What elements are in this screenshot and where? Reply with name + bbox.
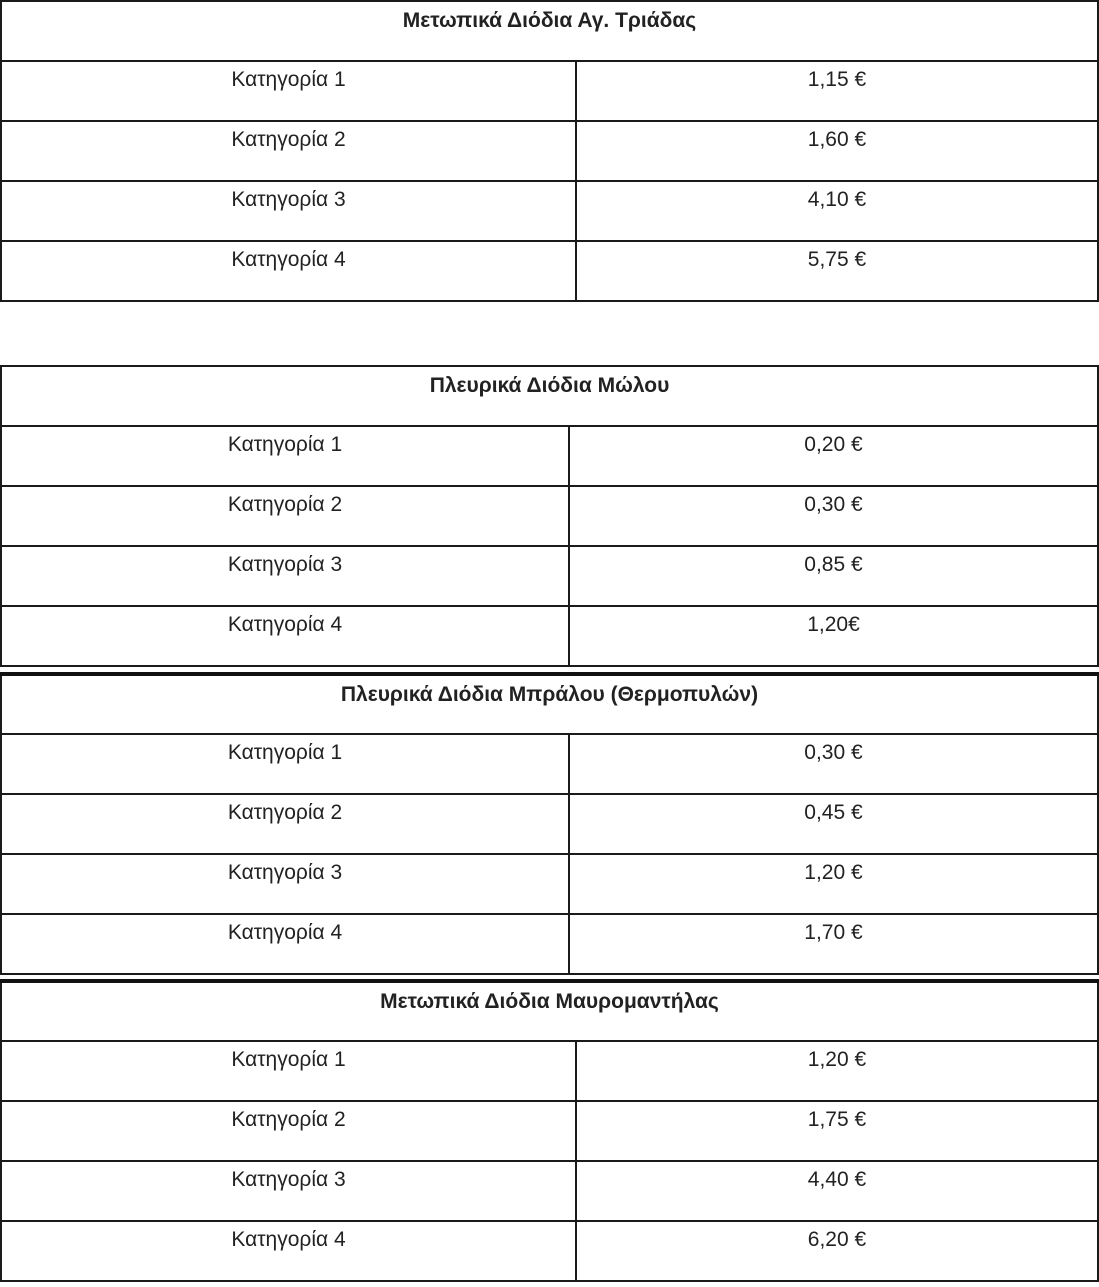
category-cell: Κατηγορία 4 — [1, 241, 576, 301]
toll-table-molos — [0, 365, 1099, 667]
category-cell: Κατηγορία 1 — [1, 61, 576, 121]
category-cell: Κατηγορία 3 — [1, 181, 576, 241]
table-row — [1, 1101, 1098, 1161]
table-title: Πλευρικά Διόδια Μπράλου (Θερμοπυλών) — [1, 674, 1098, 734]
price-cell: 1,15 € — [576, 61, 1098, 121]
price-cell: 1,75 € — [576, 1101, 1098, 1161]
table-row — [1, 181, 1098, 241]
table-row — [1, 606, 1098, 666]
table-row — [1, 241, 1098, 301]
category-cell: Κατηγορία 3 — [1, 546, 569, 606]
table-row — [1, 486, 1098, 546]
table-row — [1, 1041, 1098, 1101]
category-cell: Κατηγορία 4 — [1, 1221, 576, 1281]
category-cell: Κατηγορία 2 — [1, 1101, 576, 1161]
toll-table-bralos — [0, 672, 1099, 975]
price-cell: 0,85 € — [569, 546, 1098, 606]
category-cell: Κατηγορία 1 — [1, 1041, 576, 1101]
table-title: Μετωπικά Διόδια Μαυρομαντήλας — [1, 981, 1098, 1041]
category-cell: Κατηγορία 2 — [1, 794, 569, 854]
table-row — [1, 914, 1098, 974]
category-cell: Κατηγορία 3 — [1, 854, 569, 914]
price-cell: 1,60 € — [576, 121, 1098, 181]
price-cell: 1,20 € — [569, 854, 1098, 914]
category-cell: Κατηγορία 1 — [1, 426, 569, 486]
price-cell: 6,20 € — [576, 1221, 1098, 1281]
price-cell: 4,40 € — [576, 1161, 1098, 1221]
table-row — [1, 61, 1098, 121]
category-cell: Κατηγορία 2 — [1, 486, 569, 546]
price-cell: 1,20 € — [576, 1041, 1098, 1101]
price-cell: 0,45 € — [569, 794, 1098, 854]
table-row — [1, 794, 1098, 854]
table-header-row — [1, 981, 1098, 1041]
category-cell: Κατηγορία 3 — [1, 1161, 576, 1221]
price-cell: 1,70 € — [569, 914, 1098, 974]
price-cell: 0,20 € — [569, 426, 1098, 486]
category-cell: Κατηγορία 4 — [1, 606, 569, 666]
table-row — [1, 1221, 1098, 1281]
table-row — [1, 1161, 1098, 1221]
table-row — [1, 854, 1098, 914]
price-cell: 5,75 € — [576, 241, 1098, 301]
price-cell: 0,30 € — [569, 486, 1098, 546]
table-row — [1, 121, 1098, 181]
table-title: Πλευρικά Διόδια Μώλου — [1, 366, 1098, 426]
table-header-row — [1, 674, 1098, 734]
table-header-row — [1, 366, 1098, 426]
table-row — [1, 546, 1098, 606]
table-title: Μετωπικά Διόδια Αγ. Τριάδας — [1, 1, 1098, 61]
table-row — [1, 426, 1098, 486]
price-cell: 1,20€ — [569, 606, 1098, 666]
category-cell: Κατηγορία 1 — [1, 734, 569, 794]
table-header-row — [1, 1, 1098, 61]
category-cell: Κατηγορία 4 — [1, 914, 569, 974]
price-cell: 0,30 € — [569, 734, 1098, 794]
toll-table-mavromantila — [0, 979, 1099, 1282]
table-row — [1, 734, 1098, 794]
category-cell: Κατηγορία 2 — [1, 121, 576, 181]
price-cell: 4,10 € — [576, 181, 1098, 241]
toll-table-agia-triada — [0, 0, 1099, 302]
